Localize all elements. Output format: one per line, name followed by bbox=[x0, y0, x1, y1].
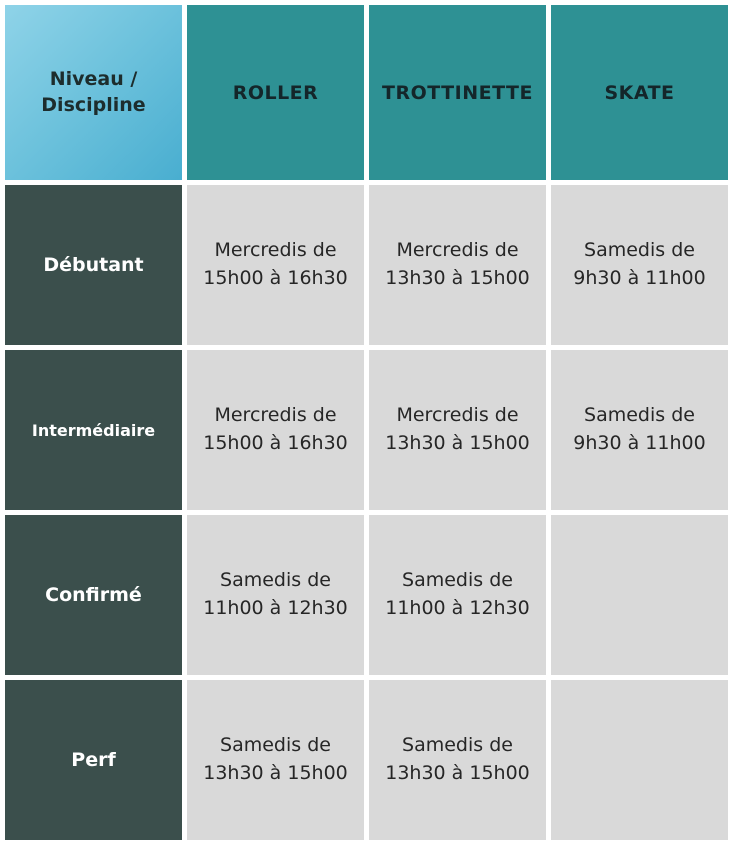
row-header-confirme: Confirmé bbox=[5, 515, 182, 675]
row-header-intermediaire: Intermédiaire bbox=[5, 350, 182, 510]
cell-intermediaire-skate: Samedis de 9h30 à 11h00 bbox=[551, 350, 728, 510]
cell-debutant-roller: Mercredis de 15h00 à 16h30 bbox=[187, 185, 364, 345]
cell-confirme-trottinette: Samedis de 11h00 à 12h30 bbox=[369, 515, 546, 675]
table-row bbox=[5, 515, 728, 675]
table-header bbox=[5, 5, 728, 180]
cell-perf-roller: Samedis de 13h30 à 15h00 bbox=[187, 680, 364, 840]
cell-intermediaire-trottinette: Mercredis de 13h30 à 15h00 bbox=[369, 350, 546, 510]
row-header-debutant: Débutant bbox=[5, 185, 182, 345]
column-header-roller: ROLLER bbox=[187, 5, 364, 180]
cell-confirme-roller: Samedis de 11h00 à 12h30 bbox=[187, 515, 364, 675]
column-header-trottinette: TROTTINETTE bbox=[369, 5, 546, 180]
cell-confirme-skate bbox=[551, 515, 728, 675]
table-row bbox=[5, 680, 728, 840]
cell-perf-trottinette: Samedis de 13h30 à 15h00 bbox=[369, 680, 546, 840]
table-body bbox=[5, 185, 728, 840]
corner-header-line-1: Niveau / bbox=[49, 67, 138, 90]
table-row bbox=[5, 350, 728, 510]
cell-perf-skate bbox=[551, 680, 728, 840]
corner-header-line-2: Discipline bbox=[41, 93, 146, 116]
cell-intermediaire-roller: Mercredis de 15h00 à 16h30 bbox=[187, 350, 364, 510]
corner-header-cell bbox=[5, 5, 182, 180]
cell-debutant-trottinette: Mercredis de 13h30 à 15h00 bbox=[369, 185, 546, 345]
cell-debutant-skate: Samedis de 9h30 à 11h00 bbox=[551, 185, 728, 345]
table-row bbox=[5, 185, 728, 345]
header-row bbox=[5, 5, 728, 180]
column-header-skate: SKATE bbox=[551, 5, 728, 180]
row-header-perf: Perf bbox=[5, 680, 182, 840]
